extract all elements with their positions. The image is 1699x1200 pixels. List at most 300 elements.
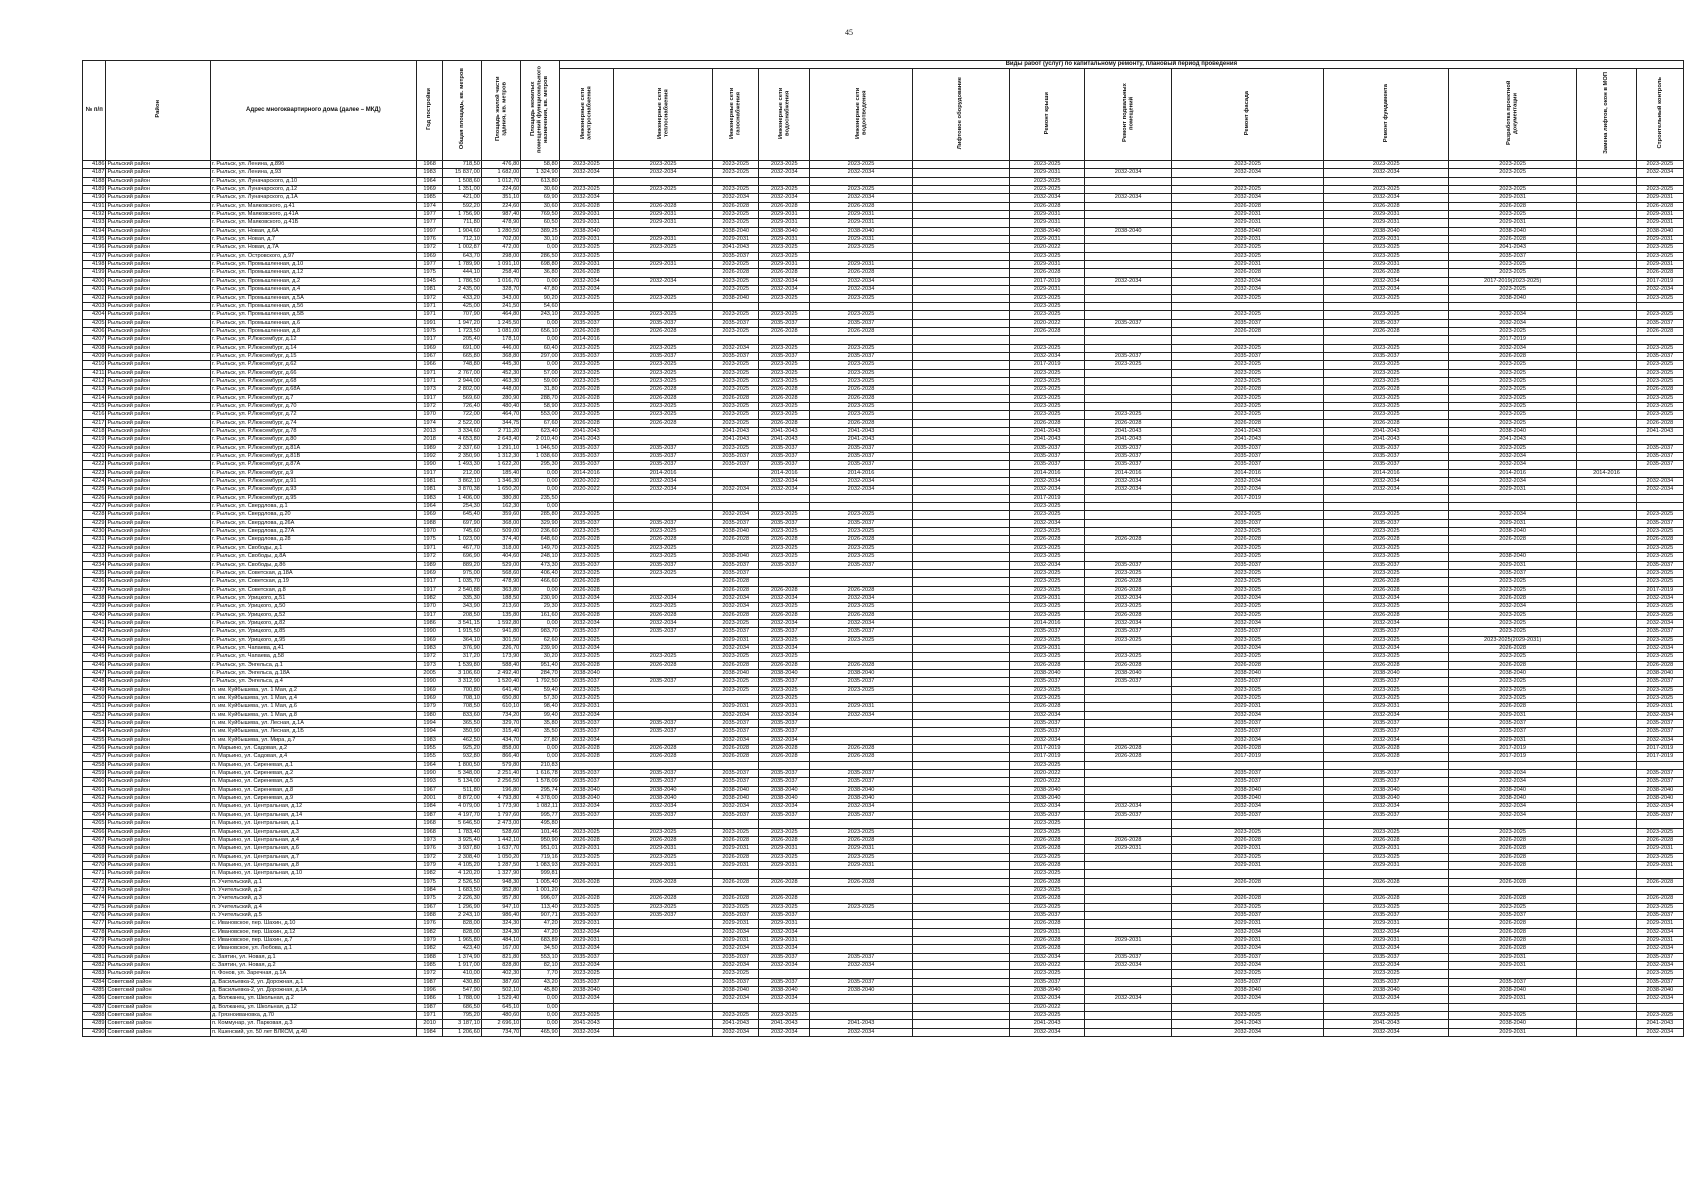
cell-work-10: 2029-2031 — [1324, 236, 1449, 244]
cell-work-9: 2029-2031 — [1171, 936, 1324, 944]
cell-living-area: 241,50 — [481, 302, 520, 310]
cell-year: 1981 — [416, 486, 443, 494]
cell-work-6 — [912, 194, 1009, 202]
cell-work-3: 2026-2028 — [713, 878, 759, 886]
cell-work-1: 2023-2025 — [559, 828, 613, 836]
cell-living-area: 645,10 — [481, 1003, 520, 1011]
cell-total-area: 1 904,60 — [443, 227, 481, 235]
cell-work-3: 2026-2028 — [713, 269, 759, 277]
cell-work-12 — [1577, 628, 1637, 636]
cell-year: 1972 — [416, 653, 443, 661]
cell-nonres-area: 62,60 — [521, 636, 559, 644]
cell-nonres-area: 59,40 — [521, 686, 559, 694]
table-row — [83, 686, 1684, 694]
cell-work-1: 2023-2025 — [559, 903, 613, 911]
table-row — [83, 861, 1684, 869]
cell-num: 4278 — [83, 928, 106, 936]
cell-nonres-area: 60,50 — [521, 219, 559, 227]
cell-work-6 — [912, 644, 1009, 652]
cell-total-area: 718,50 — [443, 161, 481, 169]
cell-address: п. Марьино, ул. Центральная, д.12 — [210, 803, 416, 811]
cell-total-area: 410,00 — [443, 970, 481, 978]
cell-work-7: 2023-2025 — [1009, 695, 1085, 703]
cell-living-area: 528,60 — [481, 828, 520, 836]
cell-work-6 — [912, 419, 1009, 427]
cell-work-4: 2023-2025 — [759, 603, 810, 611]
cell-address: п. им. Куйбышева, ул. 1 Мая, д.4 — [210, 695, 416, 703]
cell-work-10: 2035-2037 — [1324, 519, 1449, 527]
cell-work-1: 2029-2031 — [559, 861, 613, 869]
cell-work-4: 2026-2028 — [759, 536, 810, 544]
cell-year: 1971 — [416, 369, 443, 377]
cell-total-area: 1 965,80 — [443, 936, 481, 944]
cell-work-6 — [912, 169, 1009, 177]
cell-year: 1984 — [416, 803, 443, 811]
cell-work-11: 2023-2025 — [1449, 828, 1577, 836]
cell-num: 4245 — [83, 653, 106, 661]
cell-work-7: 2035-2037 — [1009, 720, 1085, 728]
cell-district: Рыльский район — [106, 377, 211, 385]
cell-work-3: 2041-2043 — [713, 428, 759, 436]
cell-work-5: 2029-2031 — [810, 861, 912, 869]
cell-work-3 — [713, 820, 759, 828]
cell-work-9: 2032-2034 — [1171, 194, 1324, 202]
cell-address: г. Рыльск, ул. Маяковского, д.41 — [210, 202, 416, 210]
cell-work-3: 2023-2025 — [713, 444, 759, 452]
cell-work-2: 2026-2028 — [614, 394, 713, 402]
table-row — [83, 820, 1684, 828]
table-row — [83, 870, 1684, 878]
cell-district: Рыльский район — [106, 911, 211, 919]
cell-work-13: 2035-2037 — [1636, 811, 1683, 819]
cell-work-4: 2038-2040 — [759, 227, 810, 235]
cell-work-4 — [759, 494, 810, 502]
cell-work-2: 2035-2037 — [614, 461, 713, 469]
cell-work-2 — [614, 252, 713, 260]
cell-work-13 — [1636, 469, 1683, 477]
cell-work-13: 2038-2040 — [1636, 987, 1683, 995]
cell-year: 1987 — [416, 978, 443, 986]
cell-work-10 — [1324, 302, 1449, 310]
cell-work-3: 2023-2025 — [713, 402, 759, 410]
cell-living-area: 185,40 — [481, 469, 520, 477]
cell-work-7: 2023-2025 — [1009, 186, 1085, 194]
cell-num: 4256 — [83, 745, 106, 753]
cell-work-12 — [1577, 369, 1637, 377]
cell-nonres-area: 1 046,50 — [521, 444, 559, 452]
cell-work-8 — [1085, 703, 1171, 711]
cell-num: 4217 — [83, 419, 106, 427]
cell-work-5: 2023-2025 — [810, 311, 912, 319]
cell-work-13: 2023-2025 — [1636, 828, 1683, 836]
cell-work-6 — [912, 261, 1009, 269]
cell-work-6 — [912, 845, 1009, 853]
cell-work-8 — [1085, 394, 1171, 402]
cell-district: Рыльский район — [106, 277, 211, 285]
cell-total-area: 1 206,60 — [443, 1028, 481, 1036]
cell-work-8: 2026-2028 — [1085, 536, 1171, 544]
cell-work-12 — [1577, 594, 1637, 602]
cell-work-11: 2026-2028 — [1449, 644, 1577, 652]
cell-living-area: 986,40 — [481, 911, 520, 919]
cell-address: п. Марьино, ул. Центральная, д.1 — [210, 820, 416, 828]
cell-work-10: 2029-2031 — [1324, 936, 1449, 944]
cell-work-8 — [1085, 211, 1171, 219]
cell-nonres-area: 248,10 — [521, 553, 559, 561]
cell-work-4: 2023-2025 — [759, 553, 810, 561]
cell-district: Рыльский район — [106, 644, 211, 652]
cell-work-7: 2023-2025 — [1009, 311, 1085, 319]
cell-year: 1971 — [416, 377, 443, 385]
cell-district: Рыльский район — [106, 544, 211, 552]
cell-work-4 — [759, 970, 810, 978]
cell-work-7: 2023-2025 — [1009, 870, 1085, 878]
cell-work-3: 2026-2028 — [713, 853, 759, 861]
cell-work-9: 2026-2028 — [1171, 661, 1324, 669]
cell-work-5: 2023-2025 — [810, 186, 912, 194]
cell-work-13: 2023-2025 — [1636, 569, 1683, 577]
cell-total-area: 317,20 — [443, 653, 481, 661]
cell-work-2: 2026-2028 — [614, 836, 713, 844]
cell-address: г. Рыльск, ул. Свердлова, д.1 — [210, 503, 416, 511]
cell-work-7: 2032-2034 — [1009, 711, 1085, 719]
cell-work-12 — [1577, 711, 1637, 719]
table-row — [83, 561, 1684, 569]
cell-work-5: 2023-2025 — [810, 853, 912, 861]
cell-nonres-area: 295,30 — [521, 461, 559, 469]
cell-work-13: 2035-2037 — [1636, 519, 1683, 527]
cell-work-11: 2029-2031 — [1449, 953, 1577, 961]
table-row — [83, 286, 1684, 294]
cell-total-area: 2 540,88 — [443, 586, 481, 594]
cell-total-area: 1 723,50 — [443, 327, 481, 335]
cell-work-2: 2023-2025 — [614, 161, 713, 169]
cell-work-9: 2032-2034 — [1171, 736, 1324, 744]
cell-work-5: 2038-2040 — [810, 795, 912, 803]
cell-living-area: 1 050,20 — [481, 853, 520, 861]
cell-work-8 — [1085, 820, 1171, 828]
cell-work-12 — [1577, 669, 1637, 677]
cell-work-11: 2038-2040 — [1449, 528, 1577, 536]
cell-work-9: 2026-2028 — [1171, 836, 1324, 844]
cell-work-13: 2026-2028 — [1636, 895, 1683, 903]
cell-address: п. им. Куйбышева, ул. Мира, д.7 — [210, 736, 416, 744]
cell-work-13: 2023-2025 — [1636, 361, 1683, 369]
table-row — [83, 311, 1684, 319]
cell-work-12 — [1577, 578, 1637, 586]
cell-work-8: 2014-2016 — [1085, 469, 1171, 477]
cell-address: г. Рыльск, ул. Р.Люксембург, д.14 — [210, 344, 416, 352]
cell-work-11: 2026-2028 — [1449, 853, 1577, 861]
cell-living-area: 464,70 — [481, 411, 520, 419]
cell-num: 4263 — [83, 803, 106, 811]
cell-total-area: 254,30 — [443, 503, 481, 511]
cell-work-5 — [810, 936, 912, 944]
cell-work-5: 2023-2025 — [810, 828, 912, 836]
cell-work-9: 2032-2034 — [1171, 1028, 1324, 1036]
cell-nonres-area: 235,50 — [521, 494, 559, 502]
cell-work-10: 2029-2031 — [1324, 845, 1449, 853]
cell-total-area: 795,20 — [443, 1012, 481, 1020]
cell-address: д. Грязноивановка, д.70 — [210, 1012, 416, 1020]
cell-district: Рыльский район — [106, 186, 211, 194]
cell-work-8 — [1085, 778, 1171, 786]
cell-total-area: 707,90 — [443, 311, 481, 319]
cell-year: 1975 — [416, 536, 443, 544]
cell-num: 4198 — [83, 261, 106, 269]
cell-num: 4221 — [83, 453, 106, 461]
table-row — [83, 611, 1684, 619]
table-row — [83, 261, 1684, 269]
cell-work-9: 2035-2037 — [1171, 978, 1324, 986]
cell-address: г. Рыльск, ул. Ленина, д.89б — [210, 161, 416, 169]
cell-work-3: 2041-2043 — [713, 244, 759, 252]
cell-work-2: 2032-2034 — [614, 619, 713, 627]
cell-total-area: 421,00 — [443, 194, 481, 202]
cell-address: г. Рыльск, ул. Маяковского, д.41Б — [210, 219, 416, 227]
cell-nonres-area: 236,60 — [521, 528, 559, 536]
cell-work-3: 2035-2037 — [713, 319, 759, 327]
cell-district: Рыльский район — [106, 619, 211, 627]
cell-work-11: 2023-2025 — [1449, 903, 1577, 911]
cell-work-5 — [810, 928, 912, 936]
cell-work-7: 2026-2028 — [1009, 419, 1085, 427]
cell-work-3: 2023-2025 — [713, 361, 759, 369]
cell-work-8 — [1085, 870, 1171, 878]
cell-work-2: 2023-2025 — [614, 294, 713, 302]
cell-work-4: 2038-2040 — [759, 987, 810, 995]
cell-work-2: 2026-2028 — [614, 745, 713, 753]
cell-district: Рыльский район — [106, 828, 211, 836]
cell-work-8 — [1085, 1003, 1171, 1011]
cell-work-12 — [1577, 619, 1637, 627]
cell-work-5: 2023-2025 — [810, 369, 912, 377]
cell-num: 4192 — [83, 211, 106, 219]
cell-nonres-area: 0,00 — [521, 1020, 559, 1028]
cell-district: Рыльский район — [106, 970, 211, 978]
cell-address: г. Рыльск, ул. Промышленная, д.4 — [210, 286, 416, 294]
cell-total-area: 212,00 — [443, 469, 481, 477]
table-row — [83, 428, 1684, 436]
cell-nonres-area: 683,89 — [521, 936, 559, 944]
cell-work-10: 2032-2034 — [1324, 277, 1449, 285]
cell-work-4 — [759, 569, 810, 577]
cell-work-8: 2041-2043 — [1085, 436, 1171, 444]
cell-address: г. Рыльск, ул. Р.Люксембург, д.81А — [210, 444, 416, 452]
cell-nonres-area: 161,60 — [521, 611, 559, 619]
cell-address: г. Рыльск, ул. Урицкого, д.82 — [210, 619, 416, 627]
cell-nonres-area: 553,00 — [521, 411, 559, 419]
cell-nonres-area: 230,90 — [521, 594, 559, 602]
cell-work-7: 2023-2025 — [1009, 886, 1085, 894]
header-work-11: Разработка проектной документации — [1449, 69, 1577, 161]
cell-work-12: 2014-2016 — [1577, 469, 1637, 477]
cell-address: г. Рыльск, ул. Промышленная, д.12 — [210, 269, 416, 277]
cell-work-7: 2023-2025 — [1009, 853, 1085, 861]
cell-work-3: 2023-2025 — [713, 286, 759, 294]
cell-work-13: 2026-2028 — [1636, 836, 1683, 844]
cell-num: 4243 — [83, 636, 106, 644]
cell-work-7: 2035-2037 — [1009, 461, 1085, 469]
cell-address: г. Рыльск, ул. Свободы, д.8б — [210, 561, 416, 569]
cell-work-1: 2026-2028 — [559, 327, 613, 335]
cell-total-area: 3 106,60 — [443, 669, 481, 677]
cell-year: 1989 — [416, 444, 443, 452]
cell-work-6 — [912, 327, 1009, 335]
cell-work-12 — [1577, 461, 1637, 469]
cell-address: с. Заятин, ул. Новая, д.2 — [210, 962, 416, 970]
cell-work-4: 2023-2025 — [759, 828, 810, 836]
cell-work-9: 2023-2025 — [1171, 611, 1324, 619]
cell-work-1: 2032-2034 — [559, 169, 613, 177]
cell-work-1: 2023-2025 — [559, 1012, 613, 1020]
cell-work-11: 2038-2040 — [1449, 669, 1577, 677]
cell-work-6 — [912, 177, 1009, 185]
cell-living-area: 1 280,50 — [481, 227, 520, 235]
cell-work-10: 2035-2037 — [1324, 911, 1449, 919]
cell-work-13 — [1636, 761, 1683, 769]
cell-work-13: 2023-2025 — [1636, 544, 1683, 552]
cell-total-area: 696,90 — [443, 553, 481, 561]
cell-work-1: 2041-2043 — [559, 436, 613, 444]
cell-year: 1988 — [416, 519, 443, 527]
cell-work-13: 2023-2025 — [1636, 686, 1683, 694]
cell-work-9 — [1171, 503, 1324, 511]
table-row — [83, 803, 1684, 811]
cell-work-8 — [1085, 878, 1171, 886]
cell-work-2 — [614, 1028, 713, 1036]
cell-address: г. Рыльск, ул. Р.Люксембург, д.9 — [210, 469, 416, 477]
cell-work-13: 2032-2034 — [1636, 619, 1683, 627]
cell-work-10: 2032-2034 — [1324, 169, 1449, 177]
cell-work-3: 2023-2025 — [713, 411, 759, 419]
cell-work-1: 2032-2034 — [559, 945, 613, 953]
cell-work-10: 2032-2034 — [1324, 711, 1449, 719]
cell-work-11: 2029-2031 — [1449, 995, 1577, 1003]
cell-year: 1971 — [416, 544, 443, 552]
cell-work-4: 2026-2028 — [759, 745, 810, 753]
cell-address: г. Рыльск, ул. Р.Люксембург, д.93 — [210, 486, 416, 494]
table-row — [83, 169, 1684, 177]
cell-work-10: 2032-2034 — [1324, 478, 1449, 486]
cell-work-1: 2023-2025 — [559, 161, 613, 169]
cell-work-2 — [614, 428, 713, 436]
cell-work-12 — [1577, 803, 1637, 811]
cell-work-9: 2035-2037 — [1171, 352, 1324, 360]
cell-work-2: 2026-2028 — [614, 895, 713, 903]
cell-year: 1969 — [416, 569, 443, 577]
cell-work-6 — [912, 603, 1009, 611]
cell-work-10: 2023-2025 — [1324, 828, 1449, 836]
cell-work-1: 2035-2037 — [559, 678, 613, 686]
cell-work-3: 2032-2034 — [713, 1028, 759, 1036]
cell-work-3: 2041-2043 — [713, 1020, 759, 1028]
cell-year: 1970 — [416, 528, 443, 536]
cell-work-1: 2023-2025 — [559, 970, 613, 978]
cell-year: 1972 — [416, 402, 443, 410]
cell-work-3: 2038-2040 — [713, 795, 759, 803]
cell-work-1: 2023-2025 — [559, 686, 613, 694]
cell-work-8: 2026-2028 — [1085, 578, 1171, 586]
cell-district: Рыльский район — [106, 745, 211, 753]
table-row — [83, 244, 1684, 252]
cell-year: 1984 — [416, 886, 443, 894]
cell-work-11: 2026-2028 — [1449, 878, 1577, 886]
cell-work-7: 2032-2034 — [1009, 194, 1085, 202]
cell-num: 4286 — [83, 995, 106, 1003]
cell-work-6 — [912, 1003, 1009, 1011]
cell-district: Рыльский район — [106, 895, 211, 903]
cell-work-13: 2029-2031 — [1636, 861, 1683, 869]
cell-work-6 — [912, 1012, 1009, 1020]
cell-district: Советский район — [106, 978, 211, 986]
cell-district: Рыльский район — [106, 611, 211, 619]
cell-work-13: 2029-2031 — [1636, 703, 1683, 711]
cell-num: 4249 — [83, 686, 106, 694]
cell-total-area: 364,10 — [443, 636, 481, 644]
cell-year: 1983 — [416, 494, 443, 502]
cell-work-10 — [1324, 870, 1449, 878]
cell-work-9 — [1171, 1003, 1324, 1011]
cell-work-3 — [713, 503, 759, 511]
cell-work-5: 2026-2028 — [810, 536, 912, 544]
cell-total-area: 1 002,87 — [443, 244, 481, 252]
cell-work-13: 2023-2025 — [1636, 603, 1683, 611]
header-nonres-area: Площадь нежилых помещений функционального назначения, кв. метров — [521, 61, 559, 161]
cell-num: 4233 — [83, 553, 106, 561]
cell-work-5 — [810, 336, 912, 344]
cell-work-9: 2035-2037 — [1171, 678, 1324, 686]
cell-work-13: 2029-2031 — [1636, 920, 1683, 928]
cell-total-area: 708,50 — [443, 703, 481, 711]
cell-work-6 — [912, 244, 1009, 252]
cell-work-11: 2032-2034 — [1449, 478, 1577, 486]
cell-work-6 — [912, 828, 1009, 836]
cell-work-7: 2041-2043 — [1009, 1020, 1085, 1028]
cell-address: г. Рыльск, ул. Р.Люксембург, д.87А — [210, 461, 416, 469]
cell-work-8 — [1085, 861, 1171, 869]
cell-work-1: 2023-2025 — [559, 402, 613, 410]
cell-work-3: 2029-2031 — [713, 936, 759, 944]
cell-district: Рыльский район — [106, 753, 211, 761]
cell-work-7: 2026-2028 — [1009, 661, 1085, 669]
cell-year: 1982 — [416, 945, 443, 953]
cell-living-area: 987,40 — [481, 211, 520, 219]
cell-work-12 — [1577, 227, 1637, 235]
cell-work-1: 2023-2025 — [559, 653, 613, 661]
cell-work-6 — [912, 995, 1009, 1003]
cell-work-5 — [810, 995, 912, 1003]
cell-total-area: 2 944,00 — [443, 377, 481, 385]
table-row — [83, 294, 1684, 302]
cell-work-5: 2041-2043 — [810, 436, 912, 444]
cell-work-6 — [912, 661, 1009, 669]
cell-year: 1984 — [416, 1028, 443, 1036]
cell-district: Рыльский район — [106, 920, 211, 928]
cell-nonres-area: 0,00 — [521, 361, 559, 369]
cell-work-7: 2038-2040 — [1009, 987, 1085, 995]
cell-work-6 — [912, 920, 1009, 928]
cell-work-3: 2035-2037 — [713, 453, 759, 461]
cell-num: 4226 — [83, 494, 106, 502]
cell-district: Рыльский район — [106, 736, 211, 744]
cell-work-8: 2032-2034 — [1085, 803, 1171, 811]
cell-district: Рыльский район — [106, 553, 211, 561]
cell-work-11: 2023-2025 — [1449, 402, 1577, 410]
cell-work-6 — [912, 486, 1009, 494]
cell-work-1: 2032-2034 — [559, 619, 613, 627]
cell-num: 4241 — [83, 619, 106, 627]
